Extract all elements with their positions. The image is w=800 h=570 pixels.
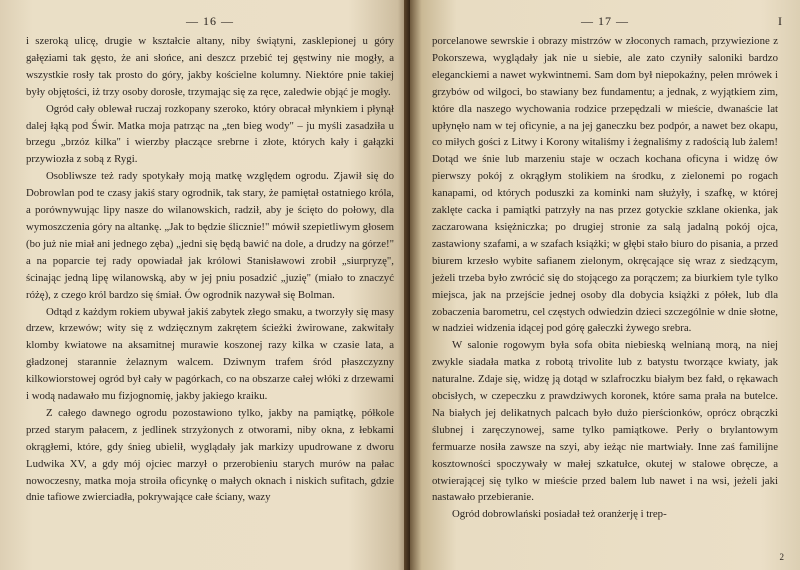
- page-text: [432, 33, 778, 523]
- paragraph: porcelanowe sewrskie i obrazy mistrzów w złoconych ramach, przywiezione z Pokorszewa, wyglądały jak nie u siebie, ale zato czyniły saloniki bardzo eleganckiemi a nawet wykwintnemi. Sam dom był niepokaźny, pełen mrówek i grzybów od wilgoci, bo stawiany bez fundamentu; a jednak, z wyjątkiem zim, które dla naszego wychowania rodzice przepędzali w mieście, dwanaście lat upłynęło nam w tej oficynie, a na jej ganeczku bez podpór, a nawet bez okapu, co miłych gości z Litwy i Korony witaliśmy i żegnaliśmy z radością lub żalem! Dotąd we śnie lub marzeniu staje w oczach kochana oficyna i widzę ów pierwszy pokój z okrągłym stolikiem na środku, z zielonemi po rogach kanapami, od których poduszki za kominki nam służyły, i szafkę, w której zaklęte cacka i pamiątki patrzyły na nas przez gotyckie szklane okienka, jak zaczarowana księżniczka; po drugiej stronie za salą jadalną pokój ojca, zastawiony szafami, a w szafach książki; w głębi stało biuro do pisania, a przed biurem krzesło wybite safianem zielonym, okręcające się wraz z siedzącym, jeżeli trzeba było zwrócić się do stojącego za porączem; za biurkiem tyle tylko miejsca, jak na przejście jednej osoby dla dobycia książki z półek, lub dla zobaczenia barometru, cel częstych odwiedzin dzieci szczególnie w dnie słotne, w nadziei widzenia idącej pod górę gałeczki żywego srebra.: [432, 35, 778, 335]
- paragraph: Osobliwsze też rady spotykały moją matkę względem ogrodu. Zjawił się do Dobrowlan pod te czasy jakiś stary ogrodnik, tak stary, że pamiętał ostatniego króla, a porównywując lipy nasze do wilanowskich, radził, aby je ścięto do połowy, dla wymoszczenia góry na altankę. „Jak to będzie ślicznie!" mówił szepietliwym głosem (bo już nie miał ani jednego zęba) „jedni się będą bawić na dole, a drudzy na górze!" a na poparcie tej rady opowiadał jak królowi Stanisławowi zrobił „siurpryzę", ścinając jedną lipę wilanowską, aby w jej pniu posadzić „juzię" (miało to znaczyć różę), z czego król bardzo się śmiał. Ów ogrodnik nazywał się Bolman.: [26, 170, 394, 301]
- paragraph: Z całego dawnego ogrodu pozostawiono tylko, jakby na pamiątkę, półkole przed starym pałacem, z jedlinek strzyżonych z otworami, niby okna, z łebkami okrągłemi, które, gdy śnieg ubielił, wyglądały jak markizy upudrowane z dworu Ludwika XV, a gdy mój ojciec marzył o przerobieniu starych murów na pałac nowoczesny, matka moja stroiła oficynkę o małych oknach i niskich sufitach, gdzie dnie tafiowe zwierciadła, pokrywające całe ściany, wazy: [26, 406, 394, 504]
- page-number: — 16 —: [186, 14, 234, 28]
- page-text: [26, 33, 394, 506]
- corner-mark: I: [778, 14, 782, 28]
- paragraph: Odtąd z każdym rokiem ubywał jakiś zabytek złego smaku, a tworzyły się masy drzew, krzewów; wity się z wdzięcznym zakrętem ścieżki żwirowane, zakwitały klomby kwiatowe na aksamitnej murawie koszonej razy kilka w czasie lata, a gładzonej starannie żelaznym walcem. Dziwnym trafem śród płaszczyzny kilkowiorstowej ogród był cały w pagórkach, co na obszarze całej włóki z drzewami i wodą nadawało mu fizjognomię, jakby jakiego kraiku.: [26, 305, 394, 403]
- paragraph: Ogród dobrowlański posiadał też oranżerję i trep-: [452, 508, 667, 521]
- paragraph: i szeroką ulicę, drugie w kształcie altany, niby świątyni, zasklepionej u góry gałęziami tak gęsto, że ani słońce, ani deszcz przebić tej gęstwiny nie mogły, a wszystkie rosły tak prosto do góry, jakby kościelne kolumny. Niektóre pnie takiej były objętości, iż trzy osoby dorosłe, trzymając się za ręce, zaledwie objąć je mogły.: [26, 35, 394, 98]
- page-number: — 17 —: [581, 14, 629, 28]
- paragraph: Ogród cały oblewał ruczaj rozkopany szeroko, który obracał młynkiem i płynął dalej łąką pod Świr. Matka moja patrząc na „ten bieg wody" ‒ ju myśli zasadziła u brzegu „brzóz kilka" i wierzby płaczące srebrne i złote, których kały i gałązki przywiozła z sobą z Rygi.: [26, 102, 394, 166]
- paragraph: W salonie rogowym była sofa obita niebieską welnianą morą, na niej zwykle siadała matka z robotą trivolite lub z batystu tworzące kwiaty, jak naturalne. Zdaje się, widzę ją dotąd w szlafroczku białym bez fałd, o rękawach obcisłych, w czepeczku z prawdziwych koronek, które sama prała na butelce. Na białych jej delikatnych palcach było dużo pierścionków, oprócz obrączki ślubnej i zaręczynowej, same tylko pamiątkowe. Perły o brylantowym fermuarze nosiła zawsze na szyi, aby ieżąc nie martwiały. Inne zaś familijne kosztowności spoczywały w małej szkatułce, okutej w stalowe obręcze, a otwierającej się tylko w mieście przed balem lub nawet i na wsi, jeżeli jaki nastawało przebieranie.: [432, 339, 778, 504]
- right-page: [410, 0, 800, 570]
- signature-mark: 2: [779, 552, 784, 562]
